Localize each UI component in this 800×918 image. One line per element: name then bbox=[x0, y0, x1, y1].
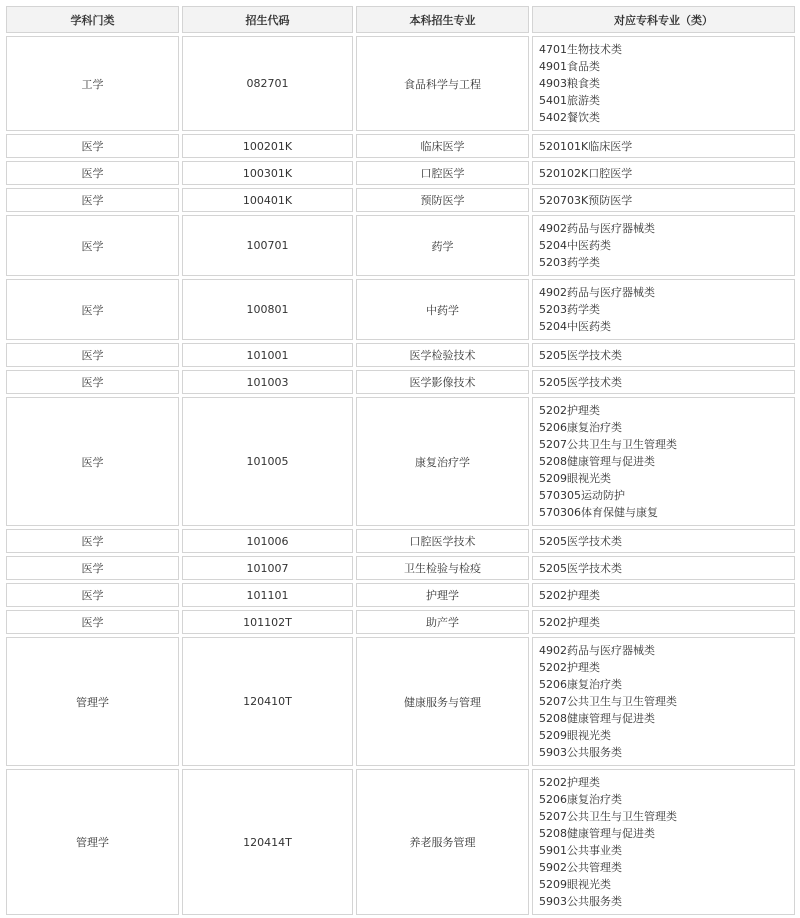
related-majors-cell bbox=[532, 370, 795, 394]
table-row bbox=[6, 161, 795, 185]
related-major-item: 5207公共卫生与卫生管理类 bbox=[539, 695, 677, 708]
related-major-item: 5205医学技术类 bbox=[539, 534, 622, 548]
major-cell: 药学 bbox=[356, 215, 529, 276]
major-cell: 口腔医学 bbox=[356, 161, 529, 185]
related-major-item: 570306体育保健与康复 bbox=[539, 506, 658, 519]
major-cell: 医学影像技术 bbox=[356, 370, 529, 394]
table-row bbox=[6, 610, 795, 634]
category-cell: 医学 bbox=[6, 279, 179, 340]
header-major: 本科招生专业 bbox=[356, 6, 529, 33]
code-cell: 100701 bbox=[182, 215, 353, 276]
related-majors-cell bbox=[532, 769, 795, 915]
category-cell: 医学 bbox=[6, 188, 179, 212]
major-cell: 预防医学 bbox=[356, 188, 529, 212]
related-major-item: 520101K临床医学 bbox=[539, 139, 633, 153]
code-cell: 100401K bbox=[182, 188, 353, 212]
code-cell: 101003 bbox=[182, 370, 353, 394]
table-body bbox=[6, 36, 795, 915]
table-row bbox=[6, 343, 795, 367]
table-row bbox=[6, 583, 795, 607]
related-major-item: 5209眼视光类 bbox=[539, 729, 611, 742]
related-major-item: 5902公共管理类 bbox=[539, 861, 622, 874]
category-cell: 医学 bbox=[6, 215, 179, 276]
category-cell: 医学 bbox=[6, 529, 179, 553]
table-row bbox=[6, 215, 795, 276]
table-row bbox=[6, 279, 795, 340]
related-major-item: 5903公共服务类 bbox=[539, 895, 622, 908]
related-majors-cell bbox=[532, 397, 795, 526]
related-majors-cell bbox=[532, 161, 795, 185]
related-majors-cell bbox=[532, 215, 795, 276]
table-row bbox=[6, 134, 795, 158]
major-cell: 卫生检验与检疫 bbox=[356, 556, 529, 580]
table-header bbox=[6, 6, 795, 33]
related-major-item: 5209眼视光类 bbox=[539, 878, 611, 891]
code-cell: 101005 bbox=[182, 397, 353, 526]
category-cell: 管理学 bbox=[6, 637, 179, 766]
related-major-item: 570305运动防护 bbox=[539, 489, 625, 502]
related-major-item: 5402餐饮类 bbox=[539, 111, 600, 124]
major-cell: 食品科学与工程 bbox=[356, 36, 529, 131]
major-cell: 临床医学 bbox=[356, 134, 529, 158]
major-cell: 助产学 bbox=[356, 610, 529, 634]
major-cell: 医学检验技术 bbox=[356, 343, 529, 367]
related-major-item: 4901食品类 bbox=[539, 60, 600, 73]
related-majors-cell bbox=[532, 188, 795, 212]
category-cell: 管理学 bbox=[6, 769, 179, 915]
table-row bbox=[6, 370, 795, 394]
table-row bbox=[6, 529, 795, 553]
related-major-item: 5202护理类 bbox=[539, 661, 600, 674]
related-majors-cell bbox=[532, 343, 795, 367]
code-cell: 101007 bbox=[182, 556, 353, 580]
related-majors-cell bbox=[532, 529, 795, 553]
related-major-item: 5208健康管理与促进类 bbox=[539, 712, 655, 725]
category-cell: 工学 bbox=[6, 36, 179, 131]
related-major-item: 5205医学技术类 bbox=[539, 375, 622, 389]
category-cell: 医学 bbox=[6, 556, 179, 580]
category-cell: 医学 bbox=[6, 134, 179, 158]
related-major-item: 5203药学类 bbox=[539, 303, 600, 316]
code-cell: 101001 bbox=[182, 343, 353, 367]
major-cell: 养老服务管理 bbox=[356, 769, 529, 915]
table-row bbox=[6, 769, 795, 915]
table-row bbox=[6, 556, 795, 580]
related-major-item: 5205医学技术类 bbox=[539, 561, 622, 575]
related-major-item: 5202护理类 bbox=[539, 404, 600, 417]
table-row bbox=[6, 397, 795, 526]
code-cell: 101101 bbox=[182, 583, 353, 607]
major-cell: 护理学 bbox=[356, 583, 529, 607]
code-cell: 101102T bbox=[182, 610, 353, 634]
header-category: 学科门类 bbox=[6, 6, 179, 33]
related-major-item: 520703K预防医学 bbox=[539, 193, 633, 207]
related-major-item: 5202护理类 bbox=[539, 615, 600, 629]
major-cell: 中药学 bbox=[356, 279, 529, 340]
related-major-item: 5204中医药类 bbox=[539, 239, 611, 252]
code-cell: 101006 bbox=[182, 529, 353, 553]
related-major-item: 5208健康管理与促进类 bbox=[539, 455, 655, 468]
related-major-item: 5401旅游类 bbox=[539, 94, 600, 107]
code-cell: 120410T bbox=[182, 637, 353, 766]
related-majors-cell bbox=[532, 279, 795, 340]
related-major-item: 4701生物技术类 bbox=[539, 43, 622, 56]
related-major-item: 4902药品与医疗器械类 bbox=[539, 222, 655, 235]
code-cell: 100201K bbox=[182, 134, 353, 158]
related-major-item: 5901公共事业类 bbox=[539, 844, 622, 857]
related-majors-cell bbox=[532, 36, 795, 131]
related-major-item: 5207公共卫生与卫生管理类 bbox=[539, 438, 677, 451]
related-major-item: 5204中医药类 bbox=[539, 320, 611, 333]
major-cell: 康复治疗学 bbox=[356, 397, 529, 526]
related-major-item: 5202护理类 bbox=[539, 776, 600, 789]
related-major-item: 5206康复治疗类 bbox=[539, 678, 622, 691]
related-majors-cell bbox=[532, 637, 795, 766]
header-code: 招生代码 bbox=[182, 6, 353, 33]
category-cell: 医学 bbox=[6, 161, 179, 185]
code-cell: 082701 bbox=[182, 36, 353, 131]
related-major-item: 5208健康管理与促进类 bbox=[539, 827, 655, 840]
related-majors-cell bbox=[532, 583, 795, 607]
code-cell: 120414T bbox=[182, 769, 353, 915]
related-major-item: 5202护理类 bbox=[539, 588, 600, 602]
category-cell: 医学 bbox=[6, 343, 179, 367]
table-row bbox=[6, 637, 795, 766]
category-cell: 医学 bbox=[6, 397, 179, 526]
category-cell: 医学 bbox=[6, 610, 179, 634]
related-major-item: 5207公共卫生与卫生管理类 bbox=[539, 810, 677, 823]
major-cell: 健康服务与管理 bbox=[356, 637, 529, 766]
related-majors-cell bbox=[532, 610, 795, 634]
category-cell: 医学 bbox=[6, 583, 179, 607]
table-row bbox=[6, 188, 795, 212]
major-mapping-table bbox=[3, 3, 798, 918]
related-major-item: 4902药品与医疗器械类 bbox=[539, 644, 655, 657]
related-major-item: 5206康复治疗类 bbox=[539, 421, 622, 434]
major-cell: 口腔医学技术 bbox=[356, 529, 529, 553]
related-major-item: 5203药学类 bbox=[539, 256, 600, 269]
related-major-item: 5903公共服务类 bbox=[539, 746, 622, 759]
related-major-item: 5206康复治疗类 bbox=[539, 793, 622, 806]
header-related: 对应专科专业（类） bbox=[532, 6, 795, 33]
code-cell: 100301K bbox=[182, 161, 353, 185]
related-major-item: 4902药品与医疗器械类 bbox=[539, 286, 655, 299]
related-major-item: 5209眼视光类 bbox=[539, 472, 611, 485]
related-majors-cell bbox=[532, 556, 795, 580]
header-row bbox=[6, 6, 795, 33]
table-row bbox=[6, 36, 795, 131]
related-majors-cell bbox=[532, 134, 795, 158]
category-cell: 医学 bbox=[6, 370, 179, 394]
related-major-item: 5205医学技术类 bbox=[539, 348, 622, 362]
code-cell: 100801 bbox=[182, 279, 353, 340]
related-major-item: 520102K口腔医学 bbox=[539, 166, 633, 180]
related-major-item: 4903粮食类 bbox=[539, 77, 600, 90]
